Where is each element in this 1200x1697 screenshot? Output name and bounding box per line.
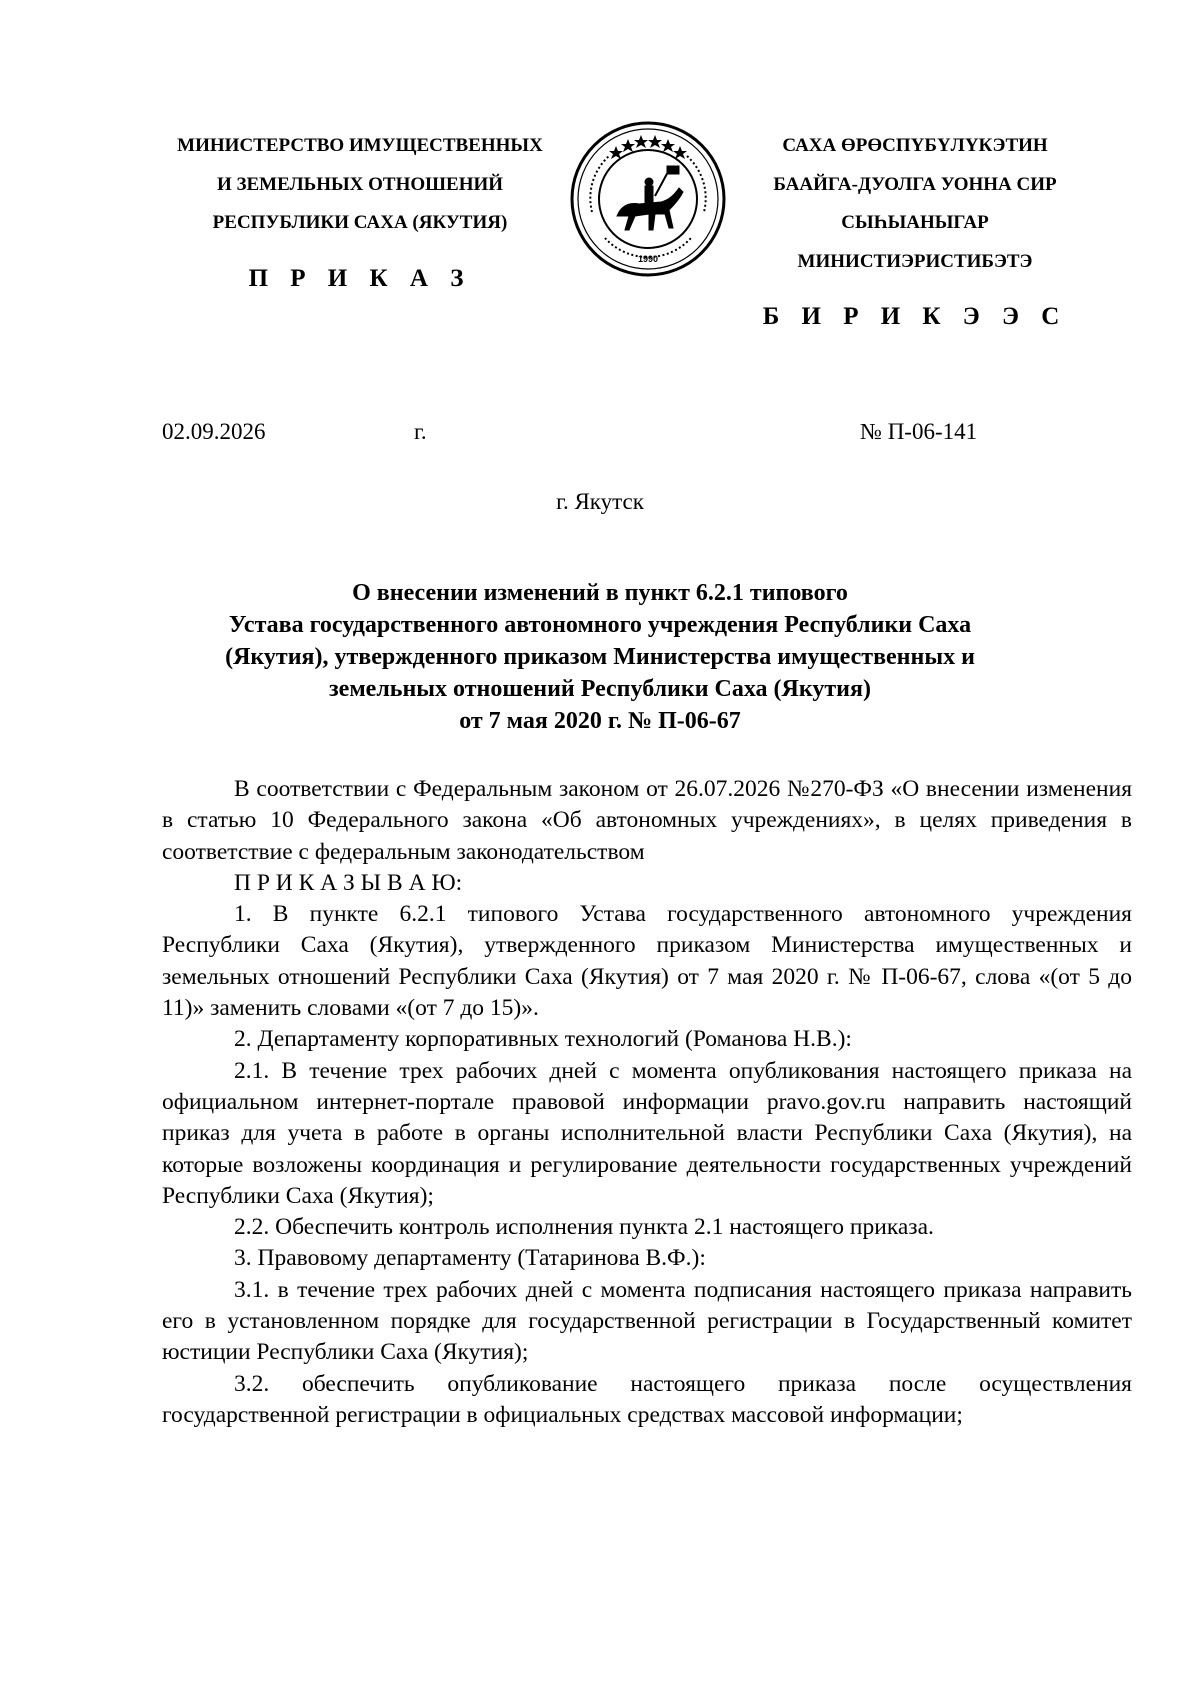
ministry-name-sakha xyxy=(730,127,1100,281)
preamble-paragraph: В соответствии с Федеральным законом от 26.07.2026 №270-ФЗ «О внесении изменения в статью 10 Федерального закона «Об автономных учреждениях», в целях приведения в соответствие с федеральным законодательством xyxy=(162,776,1132,865)
clause-2: 2. Департаменту корпоративных технологий (Романова Н.В.): xyxy=(234,1026,852,1053)
clause-1: 1. В пункте 6.2.1 типового Устава государственного автономного учреждения Республики Саха (Якутия), утвержденного приказом Министерства имущественных и земельных отношений Республики Саха (Якутия) от 7 мая 2020 г. № П-06-67, слова «(от 5 до 11)» заменить словами «(от 7 до 15)». xyxy=(162,901,1132,1022)
doc-type-sakha: Б И Р И К Э Э С xyxy=(762,303,1068,330)
ministry-name-sakha-line: БААЙГА-ДУОЛГА УОННА СИР xyxy=(773,173,1057,195)
ministry-name-sakha-line: СЫҺЫАНЫГАР xyxy=(841,212,989,233)
title-line: О внесении изменений в пункт 6.2.1 типового xyxy=(352,580,848,606)
doc-type-ru: П Р И К А З xyxy=(248,265,472,292)
title-line: от 7 мая 2020 г. № П-06-67 xyxy=(459,708,741,734)
emblem-year: 1990 xyxy=(637,254,659,264)
ministry-name-sakha-line: САХА ӨРӨСПҮБҮЛҮКЭТИН xyxy=(782,135,1048,156)
republic-sakha-emblem-icon xyxy=(569,120,727,278)
ministry-name-ru-line: МИНИСТЕРСТВО ИМУЩЕСТВЕННЫХ xyxy=(177,135,543,156)
ministry-name-ru-line: И ЗЕМЕЛЬНЫХ ОТНОШЕНИЙ xyxy=(216,173,504,195)
order-word: П Р И К А З Ы В А Ю: xyxy=(234,869,463,896)
year-suffix: г. xyxy=(414,419,427,444)
order-date: 02.09.2026 xyxy=(162,419,266,444)
clause-2-2: 2.2. Обеспечить контроль исполнения пункта 2.1 настоящего приказа. xyxy=(234,1214,934,1241)
clause-3: 3. Правовому департаменту (Татаринова В.Ф.): xyxy=(234,1245,706,1272)
clause-2-1: 2.1. В течение трех рабочих дней с момента опубликования настоящего приказа на официальном интернет-портале правовой информации pravo.gov.ru направить настоящий приказ для учета в работе в органы исполнительной власти Республики Саха (Якутия), на которые возложены координация и регулирование деятельности государственных учреждений Республики Саха (Якутия); xyxy=(162,1057,1132,1209)
title-line: земельных отношений Республики Саха (Якутия) xyxy=(329,676,871,702)
order-number: № П-06-141 xyxy=(860,419,978,444)
order-title xyxy=(150,577,1050,737)
clause-3-1: 3.1. в течение трех рабочих дней с момента подписания настоящего приказа направить его в установленном порядке для государственной регистрации в Государственный комитет юстиции Республики Саха (Якутия); xyxy=(162,1276,1132,1366)
title-line: (Якутия), утвержденного приказом Министерства имущественных и xyxy=(225,644,975,670)
title-line: Устава государственного автономного учреждения Республики Саха xyxy=(228,612,972,638)
clause-3-2: 3.2. обеспечить опубликование настоящего приказа после осуществления государственной регистрации в официальных средствах массовой информации; xyxy=(162,1370,1132,1428)
ministry-name-sakha-line: МИНИСТИЭРИСТИБЭТЭ xyxy=(797,250,1033,272)
ministry-name-ru xyxy=(150,127,570,243)
ministry-name-ru-line: РЕСПУБЛИКИ САХА (ЯКУТИЯ) xyxy=(212,212,508,233)
city: г. Якутск xyxy=(556,489,644,514)
order-body xyxy=(162,774,1132,1431)
